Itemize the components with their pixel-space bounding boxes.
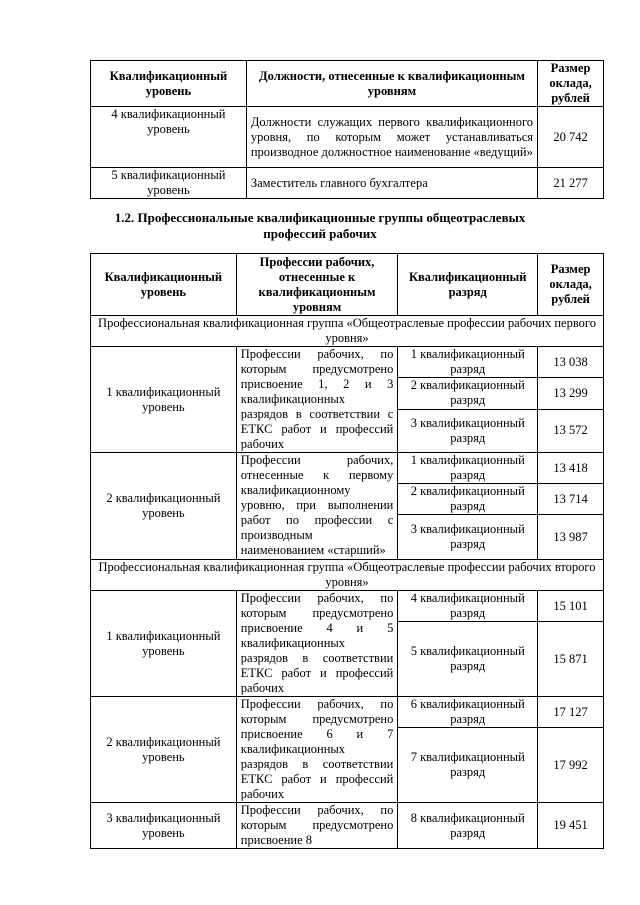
- table-row: [91, 347, 604, 378]
- salary-cell: 15 101: [538, 591, 604, 622]
- grade-cell: 2 квалификационный разряд: [398, 484, 538, 515]
- grade-cell: 4 квалификационный разряд: [398, 591, 538, 622]
- header-positions: Должности, отнесенные к квалификационным уровням: [246, 61, 537, 107]
- header-salary: Размер оклада, рублей: [538, 61, 604, 107]
- salary-cell: 19 451: [538, 803, 604, 849]
- level-cell: 1 квалификационный уровень: [91, 347, 237, 453]
- positions-salary-table: [90, 60, 604, 199]
- level-cell: 1 квалификационный уровень: [91, 591, 237, 697]
- header-level: Квалификационный уровень: [91, 61, 247, 107]
- professions-cell: Профессии рабочих, по которым предусмотрено присвоение 1, 2 и 3 квалификационных разрядов в соответствии с ЕТКС работ и профессий рабочих: [236, 347, 398, 453]
- group-title: Профессиональная квалификационная группа «Общеотраслевые профессии рабочих первого уровня»: [91, 316, 604, 347]
- salary-cell: 15 871: [538, 622, 604, 697]
- workers-salary-table: [90, 253, 604, 849]
- salary-cell: 21 277: [538, 168, 604, 199]
- grade-cell: 1 квалификационный разряд: [398, 453, 538, 484]
- salary-cell: 13 572: [538, 409, 604, 452]
- salary-cell: 20 742: [538, 107, 604, 168]
- professions-cell: Профессии рабочих, по которым предусмотрено присвоение 4 и 5 квалификационных разрядов в соответствии ЕТКС работ и профессий рабочих: [236, 591, 398, 697]
- header-grade: Квалификационный разряд: [398, 254, 538, 316]
- positions-cell: Должности служащих первого квалификационного уровня, по которым может устанавливаться производное должностное наименование «ведущий»: [246, 107, 537, 168]
- salary-cell: 13 038: [538, 347, 604, 378]
- level-cell: 3 квалификационный уровень: [91, 803, 237, 849]
- table-row: [91, 453, 604, 484]
- table-row: [91, 803, 604, 849]
- grade-cell: 6 квалификационный разряд: [398, 697, 538, 728]
- header-salary: Размер оклада, рублей: [538, 254, 604, 316]
- grade-cell: 7 квалификационный разряд: [398, 728, 538, 803]
- table-row: [91, 168, 604, 199]
- grade-cell: 2 квалификационный разряд: [398, 378, 538, 409]
- level-cell: 2 квалификационный уровень: [91, 697, 237, 803]
- salary-cell: 13 299: [538, 378, 604, 409]
- section-heading: 1.2. Профессиональные квалификационные группы общеотраслевых профессий рабочих: [114, 210, 526, 241]
- level-cell: 2 квалификационный уровень: [91, 453, 237, 560]
- level-cell: 4 квалификационный уровень: [91, 107, 247, 168]
- grade-cell: 3 квалификационный разряд: [398, 515, 538, 560]
- group-title: Профессиональная квалификационная группа «Общеотраслевые профессии рабочих второго уровня»: [91, 560, 604, 591]
- table-row: [91, 107, 604, 168]
- salary-cell: 13 987: [538, 515, 604, 560]
- salary-cell: 13 418: [538, 453, 604, 484]
- grade-cell: 5 квалификационный разряд: [398, 622, 538, 697]
- salary-cell: 17 992: [538, 728, 604, 803]
- grade-cell: 1 квалификационный разряд: [398, 347, 538, 378]
- professions-cell: Профессии рабочих, отнесенные к первому квалификационному уровню, при выполнении работ по профессии с производным наименованием «старший»: [236, 453, 398, 560]
- table-row: [91, 697, 604, 728]
- salary-cell: 17 127: [538, 697, 604, 728]
- table-row: [91, 591, 604, 622]
- salary-cell: 13 714: [538, 484, 604, 515]
- professions-cell: Профессии рабочих, по которым предусмотрено присвоение 8: [236, 803, 398, 849]
- professions-cell: Профессии рабочих, по которым предусмотрено присвоение 6 и 7 квалификационных разрядов в соответствии ЕТКС работ и профессий рабочих: [236, 697, 398, 803]
- positions-cell: Заместитель главного бухгалтера: [246, 168, 537, 199]
- grade-cell: 8 квалификационный разряд: [398, 803, 538, 849]
- header-level: Квалификационный уровень: [91, 254, 237, 316]
- level-cell: 5 квалификационный уровень: [91, 168, 247, 199]
- header-professions: Профессии рабочих, отнесенные к квалификационным уровням: [236, 254, 398, 316]
- grade-cell: 3 квалификационный разряд: [398, 409, 538, 452]
